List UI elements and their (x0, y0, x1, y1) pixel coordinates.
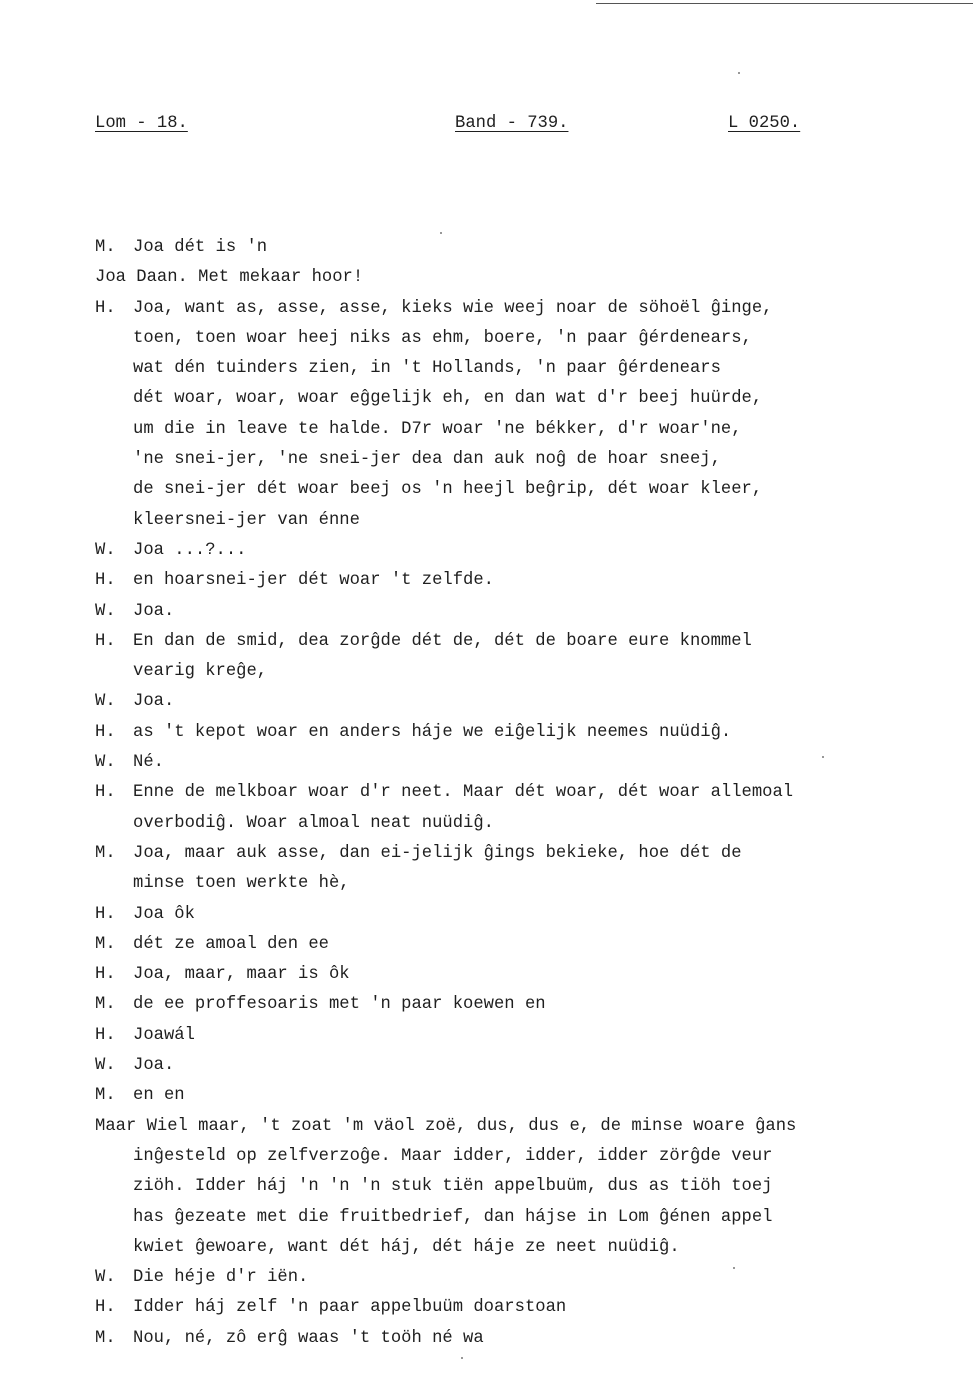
dialogue-line: dét ze amoal den ee (133, 934, 329, 954)
dialogue-entry (95, 627, 965, 688)
dialogue-entry (95, 1112, 965, 1263)
header-reference-code: L 0250. (728, 114, 801, 133)
dialogue-line: Joa ôk (133, 904, 195, 924)
dialogue-line: kwiet ĝewoare, want dét háj, dét háje ze neet nuüdiĝ. (133, 1237, 680, 1257)
dialogue-entry (95, 900, 965, 930)
speaker-label: W. (95, 753, 116, 773)
dialogue-text (133, 687, 174, 717)
dialogue-entry (95, 839, 965, 900)
dialogue-text (133, 990, 546, 1020)
dialogue-line: vearig kreĝe, (133, 662, 268, 682)
dialogue-entry (95, 930, 965, 960)
dialogue-line: de ee proffesoaris met 'n paar koewen en (133, 995, 546, 1015)
dialogue-entry (95, 294, 965, 536)
dialogue-line: overbodiĝ. Woar almoal neat nuüdiĝ. (133, 813, 494, 833)
speaker-label: M. (95, 843, 116, 863)
dialogue-line: Joa, maar, maar is ôk (133, 965, 350, 985)
dialogue-text (133, 566, 494, 596)
dialogue-entry (95, 778, 965, 839)
header-tape-number: Band - 739. (455, 114, 569, 133)
dialogue-line: Idder háj zelf 'n paar appelbuüm doarstoan (133, 1298, 567, 1318)
dialogue-line: inĝesteld op zelfverzoĝe. Maar idder, idder, idder zörĝde veur (133, 1146, 773, 1166)
dialogue-entry (95, 1324, 965, 1354)
dialogue-entry (95, 687, 965, 717)
dialogue-line: has ĝezeate met die fruitbedrief, dan hájse in Lom ĝénen appel (133, 1207, 773, 1227)
dialogue-line: En dan de smid, dea zorĝde dét de, dét de boare eure knommel (133, 631, 752, 651)
speaker-label: W. (95, 1056, 116, 1076)
dialogue-line: as 't kepot woar en anders háje we eiĝelijk neemes nuüdiĝ. (133, 722, 732, 742)
dialogue-line: um die in leave te halde. D7r woar 'ne békker, d'r woar'ne, (133, 419, 742, 439)
dialogue-line: wat dén tuinders zien, in 't Hollands, 'n paar ĝérdenears (133, 359, 721, 379)
dialogue-text (133, 718, 731, 748)
dialogue-line: ziöh. Idder háj 'n 'n 'n stuk tiën appelbuüm, dus as tiöh toej (133, 1177, 773, 1197)
dialogue-text (133, 778, 793, 839)
dialogue-text (133, 748, 164, 778)
dialogue-entry (95, 960, 965, 990)
dialogue-entry (95, 566, 965, 596)
speaker-label: M. (95, 238, 116, 257)
dialogue-line: en en (133, 1086, 185, 1106)
speaker-label: W. (95, 1268, 116, 1288)
paper-speck (822, 756, 824, 758)
dialogue-line: Joa. (133, 1056, 175, 1076)
dialogue-text (133, 1081, 185, 1111)
dialogue-entry (95, 718, 965, 748)
dialogue-entry (95, 1081, 965, 1111)
speaker-label: M. (95, 995, 116, 1015)
dialogue-line: Enne de melkboar woar d'r neet. Maar dét woar, dét woar allemoal (133, 783, 794, 803)
speaker-label: W. (95, 540, 116, 560)
dialogue-text (133, 1293, 566, 1323)
dialogue-line: Joa Daan. Met mekaar hoor! (95, 268, 364, 288)
dialogue-line: Joa. (133, 601, 175, 621)
dialogue-text (133, 294, 772, 536)
dialogue-text (133, 597, 174, 627)
dialogue-entry (95, 1051, 965, 1081)
speaker-label: H. (95, 783, 116, 803)
dialogue-text (133, 1324, 484, 1354)
dialogue-text (133, 627, 752, 688)
speaker-label: H. (95, 722, 116, 742)
speaker-label: M. (95, 1086, 116, 1106)
dialogue-entry (95, 748, 965, 778)
dialogue-entry (95, 536, 965, 566)
dialogue-line: Né. (133, 753, 164, 773)
speaker-label: H. (95, 1298, 116, 1318)
transcript (95, 233, 965, 1354)
speaker-label: H. (95, 904, 116, 924)
speaker-label: W. (95, 601, 116, 621)
dialogue-text (133, 960, 350, 990)
dialogue-entry (95, 1293, 965, 1323)
dialogue-entry (95, 990, 965, 1020)
dialogue-line: Joa, want as, asse, asse, kieks wie weej noar de söhoël ĝinge, (133, 298, 773, 318)
dialogue-line: de snei-jer dét woar beej os 'n heejl beĝrip, dét woar kleer, (133, 480, 763, 500)
dialogue-line: toen, toen woar heej niks as ehm, boere, 'n paar ĝérdenears, (133, 328, 752, 348)
dialogue-line: Nou, né, zô erĝ waas 't toöh né wa (133, 1328, 484, 1348)
dialogue-line: dét woar, woar, woar eĝgelijk eh, en dan wat d'r beej huürde, (133, 389, 763, 409)
dialogue-text (133, 1021, 195, 1051)
dialogue-text (133, 536, 246, 566)
speaker-label: H. (95, 631, 116, 651)
dialogue-line: Maar Wiel maar, 't zoat 'm väol zoë, dus, dus e, de minse woare ĝans (95, 1116, 797, 1136)
speaker-label: W. (95, 692, 116, 712)
paper-speck (733, 1267, 735, 1269)
paper-speck (461, 1357, 463, 1359)
dialogue-line: Joa dét is 'n (133, 238, 268, 257)
dialogue-line: Joawál (133, 1025, 195, 1045)
dialogue-line: Joa. (133, 692, 175, 712)
dialogue-text (133, 233, 267, 263)
dialogue-line: Joa, maar auk asse, dan ei-jelijk ĝings bekieke, hoe dét de (133, 843, 742, 863)
dialogue-text (133, 1263, 308, 1293)
dialogue-line: Joa ...?... (133, 540, 247, 560)
speaker-label: M. (95, 934, 116, 954)
dialogue-entry (95, 1021, 965, 1051)
dialogue-entry (95, 233, 965, 263)
dialogue-entry (95, 597, 965, 627)
speaker-label: H. (95, 965, 116, 985)
dialogue-entry (95, 1263, 965, 1293)
dialogue-line: kleersnei-jer van énne (133, 510, 360, 530)
dialogue-line: minse toen werkte hè, (133, 874, 350, 894)
top-edge-rule (596, 3, 973, 4)
speaker-label: H. (95, 298, 116, 318)
dialogue-text (133, 839, 742, 900)
paper-speck (440, 232, 442, 234)
dialogue-line: 'ne snei-jer, 'ne snei-jer dea dan auk noĝ de hoar sneej, (133, 450, 721, 470)
dialogue-line: Die héje d'r iën. (133, 1268, 309, 1288)
paper-speck (738, 72, 740, 74)
dialogue-text (133, 1051, 174, 1081)
dialogue-line: en hoarsnei-jer dét woar 't zelfde. (133, 571, 494, 591)
dialogue-text (133, 930, 329, 960)
speaker-label: H. (95, 571, 116, 591)
speaker-label: M. (95, 1328, 116, 1348)
header-location: Lom - 18. (95, 114, 188, 133)
dialogue-entry (95, 263, 965, 293)
speaker-label: H. (95, 1025, 116, 1045)
dialogue-text (133, 900, 195, 930)
